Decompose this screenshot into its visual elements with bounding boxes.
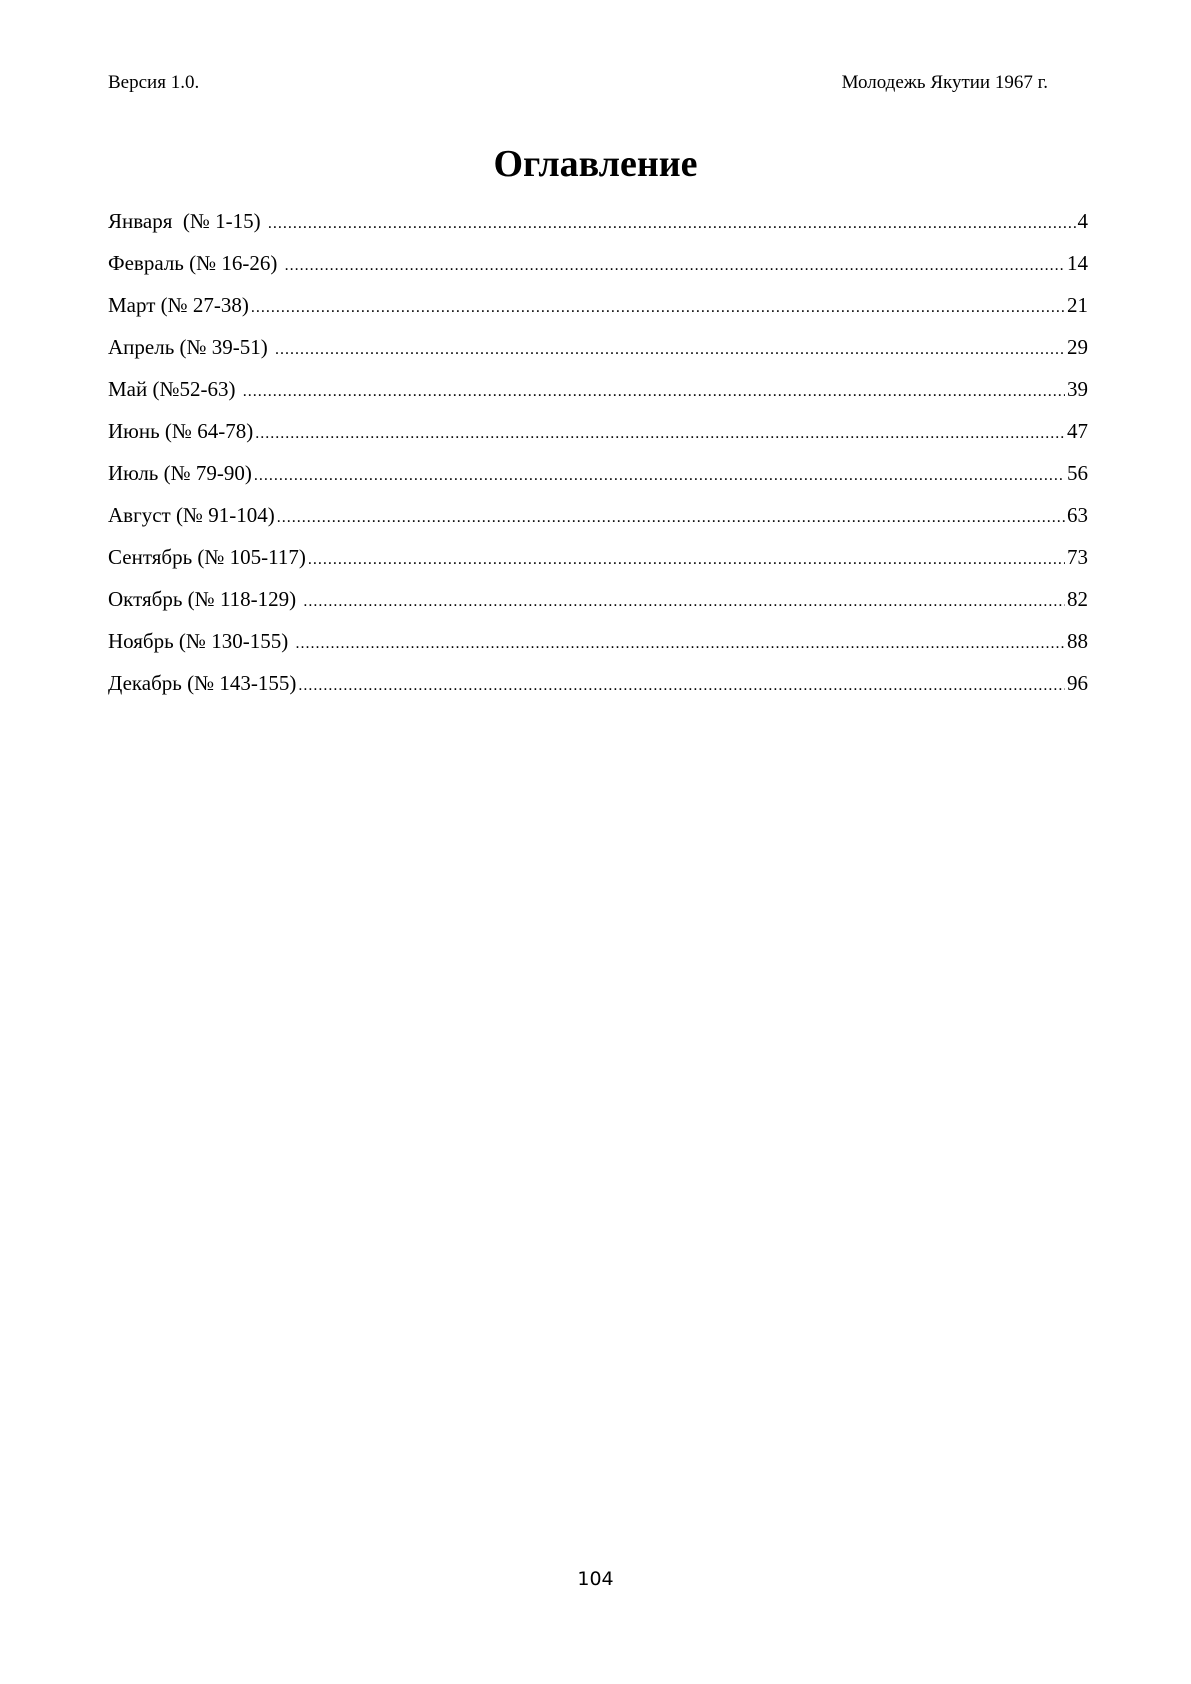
toc-entry-label: Октябрь (№ 118-129) <box>108 587 302 611</box>
toc-entry-page: 47 <box>1067 419 1088 443</box>
toc-entry-label: Август (№ 91-104) <box>108 503 275 527</box>
header-version: Версия 1.0. <box>108 72 200 93</box>
toc-entry-page: 82 <box>1067 587 1088 611</box>
toc-entry-july[interactable] <box>108 460 1088 502</box>
toc-entry-page: 73 <box>1067 545 1088 569</box>
toc-entry-page: 63 <box>1067 503 1088 527</box>
toc-entry-page: 14 <box>1067 251 1088 275</box>
toc-dot-leader <box>243 379 1065 405</box>
toc-dot-leader <box>303 589 1065 615</box>
toc-dot-leader <box>275 337 1065 363</box>
toc-entry-april[interactable] <box>108 334 1088 376</box>
toc-entry-label: Май (№52-63) <box>108 377 241 401</box>
toc-entry-february[interactable] <box>108 250 1088 292</box>
table-of-contents <box>108 208 1088 712</box>
toc-entry-page: 4 <box>1077 209 1088 233</box>
toc-dot-leader <box>277 505 1065 531</box>
toc-entry-november[interactable] <box>108 628 1088 670</box>
toc-entry-page: 88 <box>1067 629 1088 653</box>
header-publication: Молодежь Якутии 1967 г. <box>841 72 1048 93</box>
toc-entry-page: 96 <box>1067 671 1088 695</box>
toc-dot-leader <box>254 463 1065 489</box>
toc-entry-label: Июль (№ 79-90) <box>108 461 252 485</box>
toc-entry-june[interactable] <box>108 418 1088 460</box>
toc-entry-october[interactable] <box>108 586 1088 628</box>
toc-entry-label: Сентябрь (№ 105-117) <box>108 545 306 569</box>
toc-entry-march[interactable] <box>108 292 1088 334</box>
toc-entry-label: Декабрь (№ 143-155) <box>108 671 297 695</box>
toc-entry-label: Февраль (№ 16-26) <box>108 251 283 275</box>
toc-entry-may[interactable] <box>108 376 1088 418</box>
toc-dot-leader <box>298 673 1065 699</box>
toc-entry-label: Ноябрь (№ 130-155) <box>108 629 294 653</box>
page-header <box>108 72 1048 96</box>
toc-entry-page: 21 <box>1067 293 1088 317</box>
toc-dot-leader <box>255 421 1065 447</box>
toc-entry-september[interactable] <box>108 544 1088 586</box>
toc-dot-leader <box>308 547 1065 573</box>
toc-entry-label: Март (№ 27-38) <box>108 293 249 317</box>
toc-dot-leader <box>285 253 1065 279</box>
toc-entry-page: 39 <box>1067 377 1088 401</box>
toc-entry-label: Апрель (№ 39-51) <box>108 335 274 359</box>
toc-entry-january[interactable] <box>108 208 1088 250</box>
toc-entry-page: 56 <box>1067 461 1088 485</box>
toc-dot-leader <box>251 295 1065 321</box>
toc-entry-december[interactable] <box>108 670 1088 712</box>
toc-entry-label: Января (№ 1-15) <box>108 209 266 233</box>
toc-entry-page: 29 <box>1067 335 1088 359</box>
page-number: 104 <box>577 1568 614 1590</box>
toc-title: Оглавление <box>493 143 698 185</box>
toc-entry-august[interactable] <box>108 502 1088 544</box>
toc-dot-leader <box>268 211 1076 237</box>
toc-entry-label: Июнь (№ 64-78) <box>108 419 254 443</box>
toc-dot-leader <box>295 631 1065 657</box>
